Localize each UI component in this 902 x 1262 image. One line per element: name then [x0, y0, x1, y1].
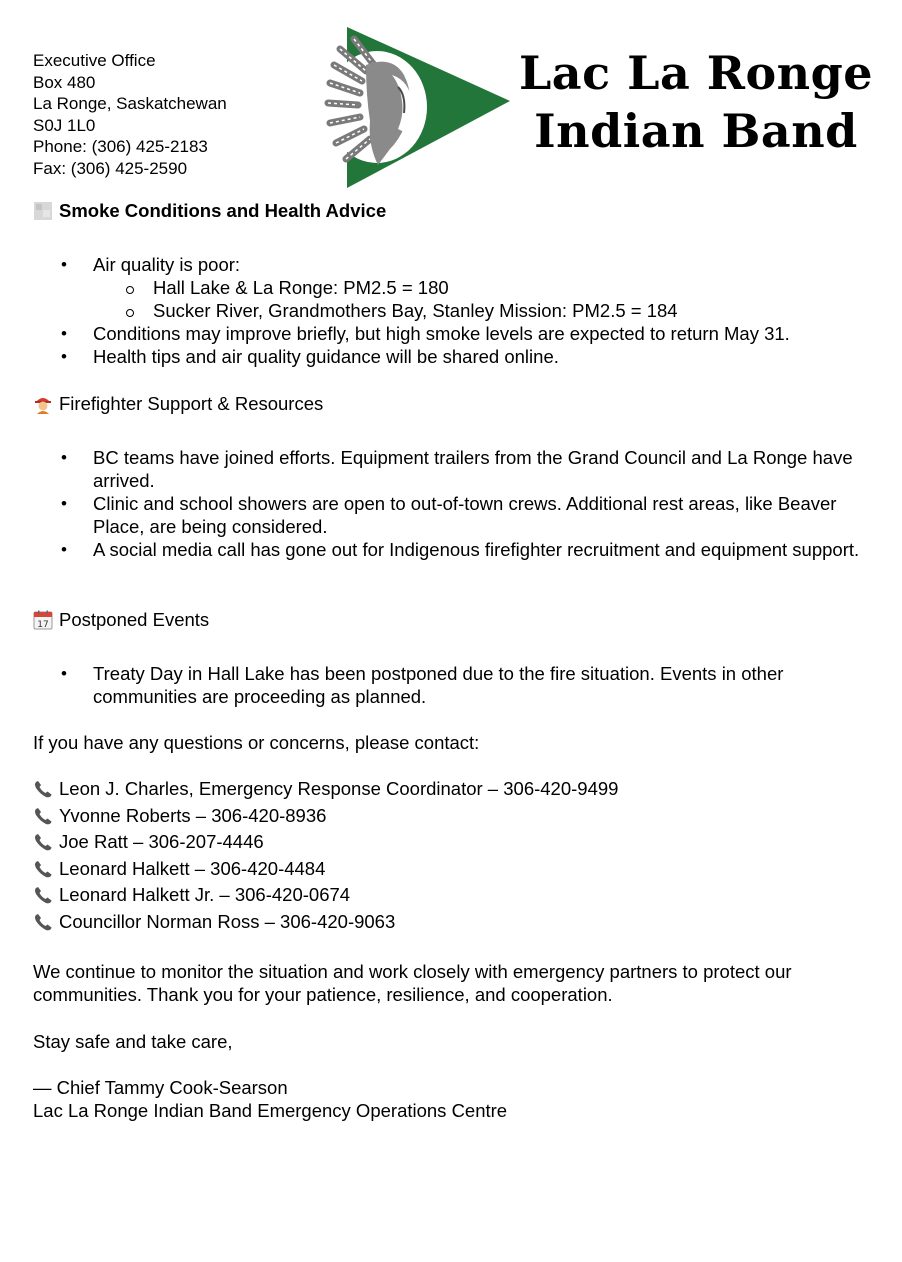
closing-paragraph: We continue to monitor the situation and work closely with emergency partners to protect our communities. Thank you for your patience, resilience, and cooperation. — [33, 961, 792, 1005]
events-list — [33, 662, 873, 708]
firefighter-section-title — [33, 393, 323, 415]
smoke-section-title — [33, 200, 386, 222]
contact-text: Leonard Halkett Jr. – 306-420-0674 — [59, 884, 351, 905]
contact-item — [33, 856, 618, 883]
signoff: Stay safe and take care, — [33, 1031, 233, 1052]
list-item: • A social media call has gone out for Indigenous firefighter recruitment and equipment support. — [33, 538, 873, 561]
contact-item — [33, 776, 618, 803]
list-item: • Treaty Day in Hall Lake has been postponed due to the fire situation. Events in other communities are proceeding as planned. — [33, 662, 873, 708]
band-name-heading — [516, 44, 876, 160]
address-line: Executive Office — [33, 51, 156, 70]
contact-item — [33, 909, 618, 936]
contact-item — [33, 882, 618, 909]
signature-name: — Chief Tammy Cook-Searson — [33, 1077, 288, 1098]
list-item: • Health tips and air quality guidance will be shared online. — [33, 345, 873, 368]
smoke-list — [33, 253, 873, 368]
telephone-icon — [33, 779, 55, 799]
phone-line: Phone: (306) 425-2183 — [33, 137, 208, 156]
section-heading-text: Smoke Conditions and Health Advice — [59, 200, 387, 221]
address-line: S0J 1L0 — [33, 115, 96, 135]
contact-text: Leon J. Charles, Emergency Response Coordinator – 306-420-9499 — [59, 778, 619, 799]
section-heading-text: Firefighter Support & Resources — [59, 393, 324, 414]
contact-text: Councillor Norman Ross – 306-420-9063 — [59, 910, 396, 932]
contact-text: Leonard Halkett – 306-420-4484 — [59, 857, 326, 879]
address-block — [33, 50, 227, 179]
band-name-line-1: Lac La Ronge — [518, 46, 874, 100]
telephone-icon — [33, 859, 55, 879]
svg-text:17: 17 — [37, 620, 49, 630]
list-item-text: Air quality is poor: — [93, 254, 241, 275]
band-name-line-2: Indian Band — [534, 104, 858, 158]
contact-list — [33, 776, 618, 935]
list-item: • Conditions may improve briefly, but high smoke levels are expected to return May 31. — [33, 322, 873, 345]
contact-text: Yvonne Roberts – 306-420-8936 — [59, 804, 327, 826]
telephone-icon — [33, 832, 55, 852]
sub-list-item: Hall Lake & La Ronge: PM2.5 = 180 — [93, 276, 873, 299]
contact-item — [33, 829, 618, 856]
band-logo — [322, 25, 512, 190]
telephone-icon — [33, 806, 55, 826]
fax-line: Fax: (306) 425-2590 — [33, 158, 188, 178]
firefighter-emoji-icon — [33, 394, 53, 414]
contact-item — [33, 803, 618, 830]
sub-list — [93, 276, 873, 322]
telephone-icon — [33, 885, 55, 905]
firefighter-list — [33, 446, 873, 561]
section-heading-text: Postponed Events — [59, 609, 210, 630]
address-line: La Ronge, Saskatchewan — [33, 94, 227, 113]
contact-text: Joe Ratt – 306-207-4446 — [59, 831, 264, 852]
events-section-title — [33, 609, 209, 631]
list-item — [33, 253, 873, 322]
telephone-icon — [33, 912, 55, 932]
list-item: • Clinic and school showers are open to out-of-town crews. Additional rest areas, like Beaver Place, are being considered. — [33, 492, 873, 538]
list-item: • BC teams have joined efforts. Equipment trailers from the Grand Council and La Ronge have arrived. — [33, 446, 873, 492]
contact-intro: If you have any questions or concerns, please contact: — [33, 732, 480, 753]
sub-list-item: Sucker River, Grandmothers Bay, Stanley Mission: PM2.5 = 184 — [93, 299, 873, 322]
address-line: Box 480 — [33, 72, 96, 92]
calendar-icon — [33, 610, 53, 630]
smoke-emoji-icon — [33, 201, 53, 221]
signature-org: Lac La Ronge Indian Band Emergency Operations Centre — [33, 1100, 508, 1121]
